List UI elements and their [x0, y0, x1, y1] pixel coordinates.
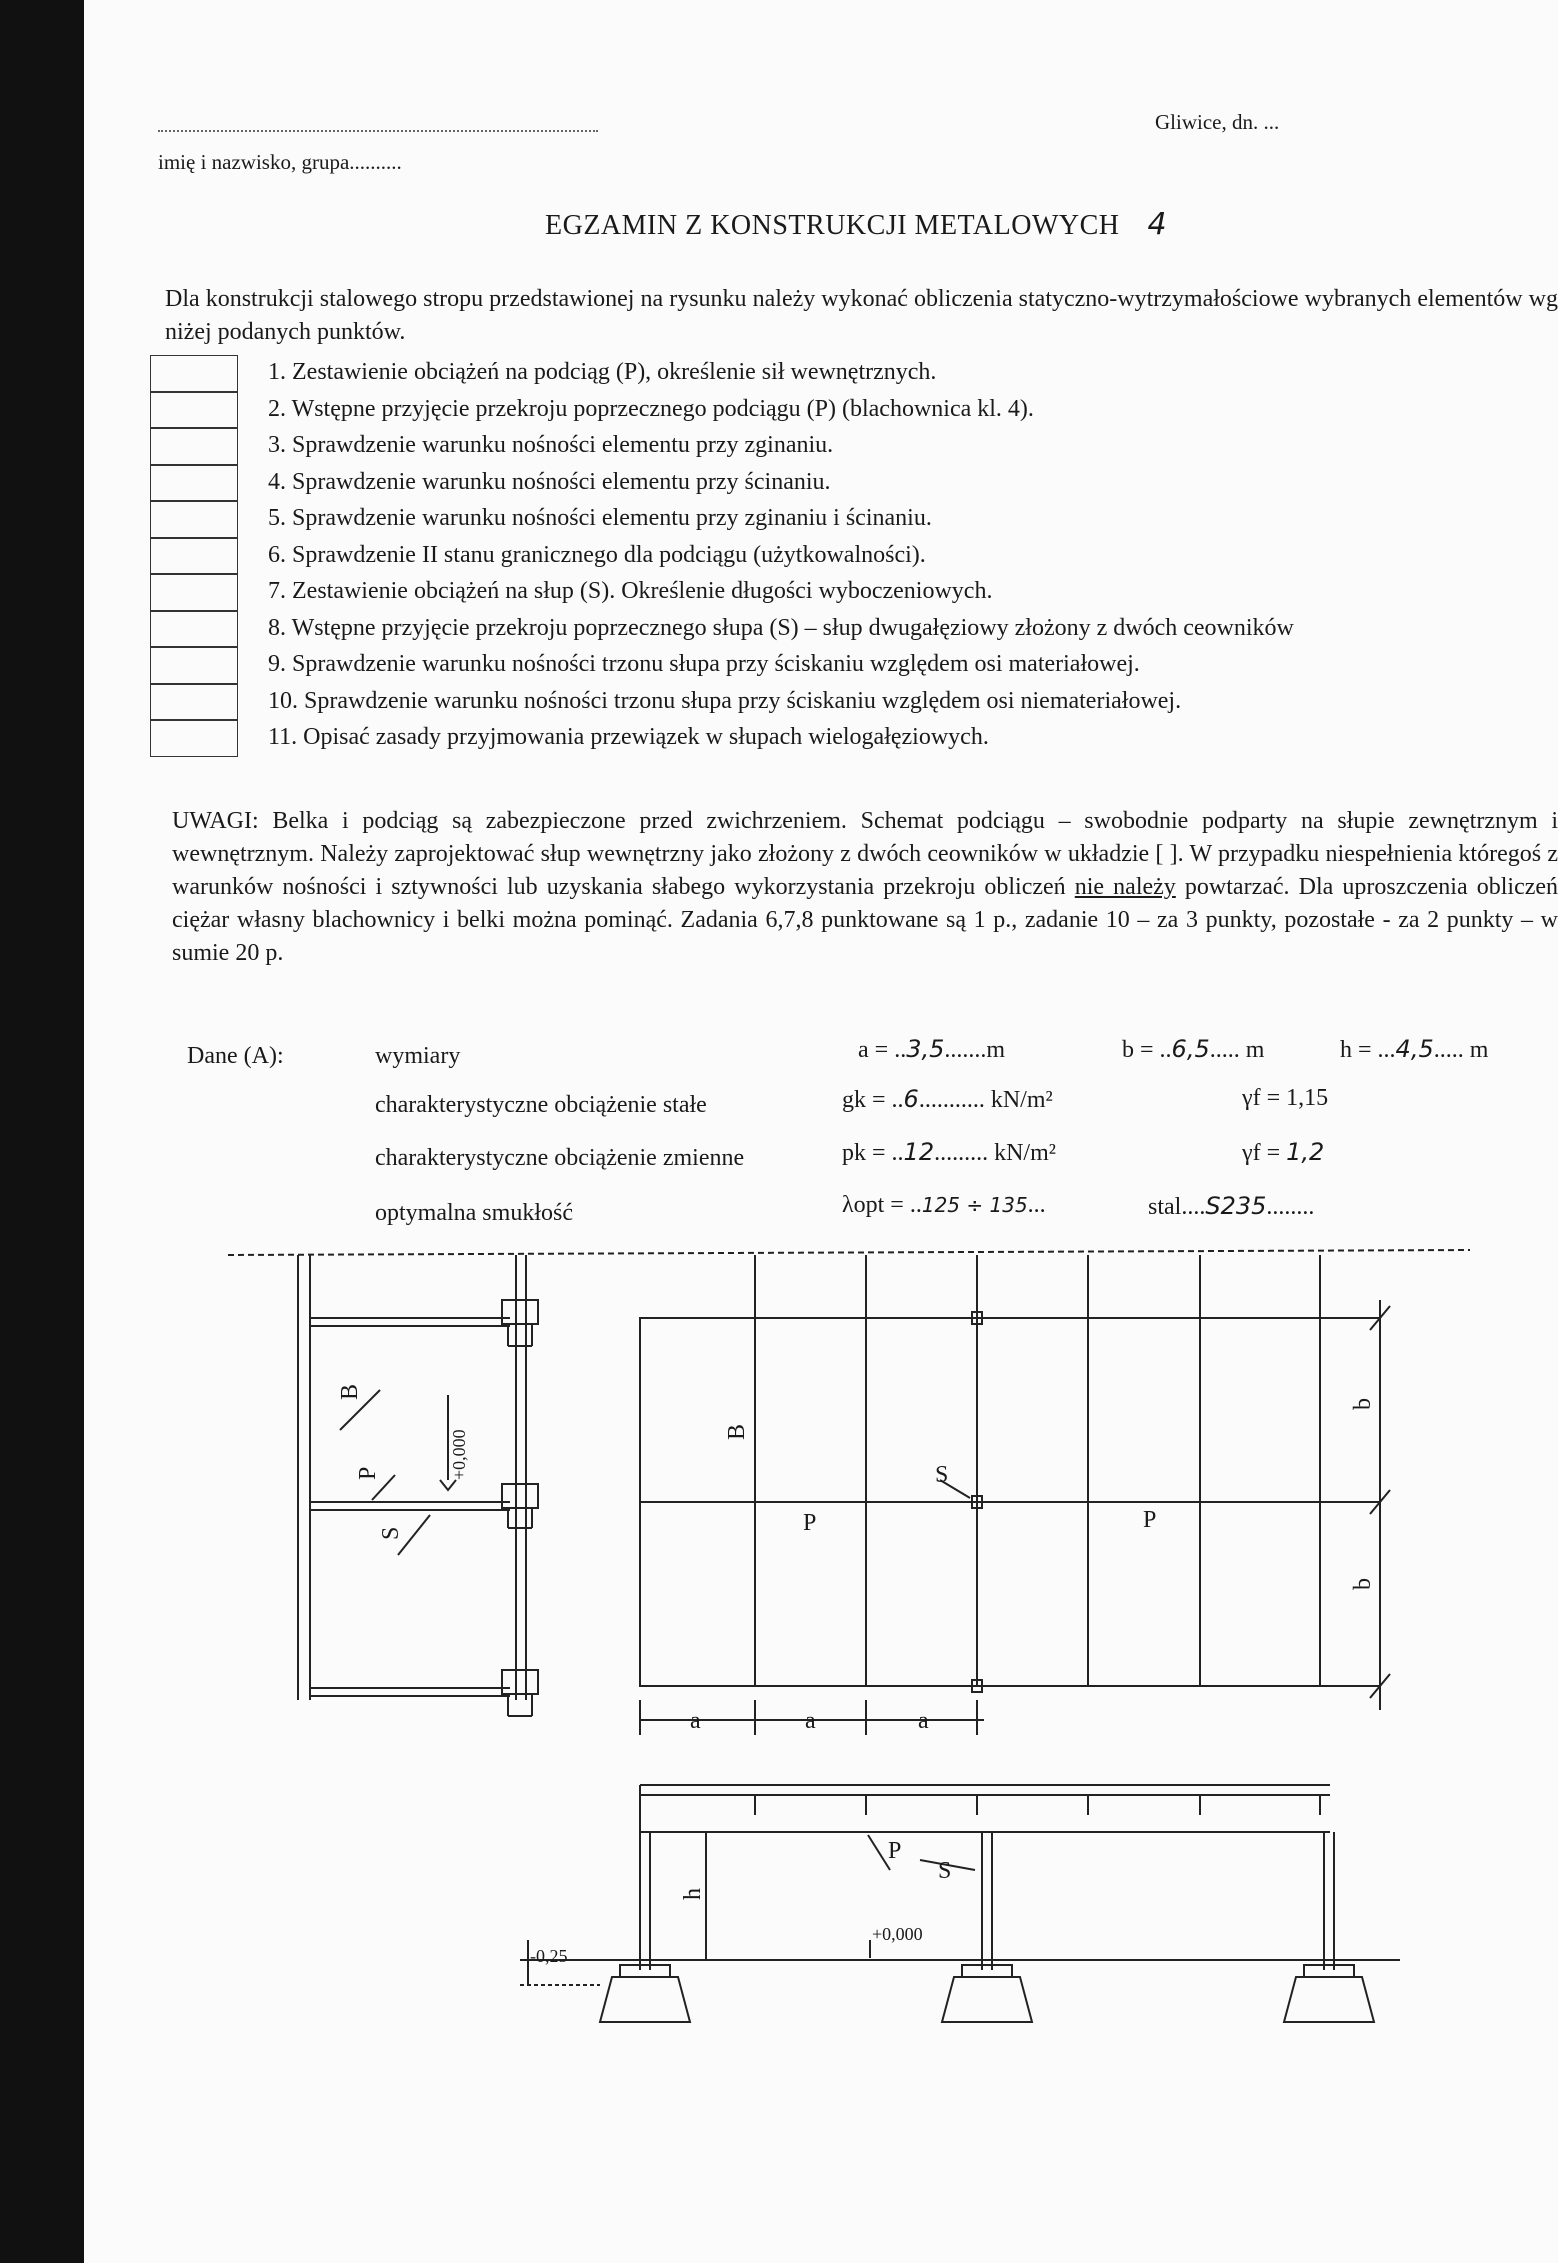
score-box [150, 355, 238, 392]
field-label: gk = .. [842, 1087, 904, 1113]
dane-row-name: charakterystyczne obciążenie stałe [375, 1092, 707, 1118]
task-text: 10. Sprawdzenie warunku nośności trzonu słupa przy ściskaniu względem osi niemateriałowej. [268, 687, 1182, 714]
field-value: 6 [903, 1085, 919, 1113]
field-value: 6,5 [1171, 1035, 1210, 1063]
dim-a-field [858, 1035, 1005, 1064]
lambda-field [842, 1192, 1046, 1219]
exam-title-text: EGZAMIN Z KONSTRUKCJI METALOWYCH [545, 210, 1120, 241]
field-unit: ... [1027, 1192, 1046, 1218]
score-box [150, 684, 238, 721]
label-dim-b-2: b [1350, 1578, 1376, 1590]
score-box [150, 501, 238, 538]
label-dim-h: h [680, 1888, 706, 1900]
task-item [150, 501, 1558, 538]
field-value: 125 ÷ 135 [921, 1193, 1028, 1217]
field-label: pk = .. [842, 1140, 904, 1166]
task-item [150, 684, 1558, 721]
score-box [150, 720, 238, 757]
dim-b-field [1122, 1035, 1264, 1064]
dane-label: Dane (A): [187, 1043, 284, 1069]
steel-field [1148, 1192, 1314, 1221]
label-beam-side: B [337, 1383, 363, 1400]
notes-underlined: nie należy [1074, 874, 1176, 900]
gk-field [842, 1085, 1053, 1114]
label-dim-a-3: a [918, 1708, 929, 1734]
task-item [150, 355, 1558, 392]
field-value: S235 [1205, 1192, 1267, 1220]
label-level-elev: +0,000 [872, 1924, 923, 1944]
score-box [150, 647, 238, 684]
task-text: 6. Sprawdzenie II stanu granicznego dla podciągu (użytkowalności). [268, 541, 926, 568]
task-item [150, 720, 1558, 757]
scan-binding-edge [0, 0, 84, 2263]
field-label: b = .. [1122, 1037, 1172, 1063]
field-value: 1,2 [1286, 1138, 1325, 1166]
task-item [150, 392, 1558, 429]
field-unit: .......m [944, 1037, 1006, 1063]
dim-h-field [1340, 1035, 1488, 1064]
label-level-foundation: -0,25 [530, 1946, 568, 1966]
label-dim-a-2: a [805, 1708, 816, 1734]
label-girder-plan-1: P [803, 1510, 817, 1536]
dane-row-name: optymalna smukłość [375, 1200, 573, 1226]
name-group-label: imię i nazwisko, grupa.......... [158, 150, 402, 174]
score-box [150, 611, 238, 648]
field-label: γf = [1242, 1140, 1281, 1166]
field-value: 3,5 [906, 1035, 945, 1063]
field-unit: ........... kN/m² [918, 1087, 1053, 1113]
intro-paragraph: Dla konstrukcji stalowego stropu przedstawionej na rysunku należy wykonać obliczenia statyczno-wytrzymałościowe wybranych elementów wg niżej podanych punktów. [165, 286, 1558, 345]
name-dotted-line [158, 128, 598, 132]
field-unit: ......... kN/m² [934, 1140, 1056, 1166]
field-label: stal.... [1148, 1194, 1206, 1220]
dane-row-name: charakterystyczne obciążenie zmienne [375, 1145, 745, 1171]
dane-row-name: wymiary [375, 1043, 461, 1069]
task-text: 4. Sprawdzenie warunku nośności elementu przy ścinaniu. [268, 468, 831, 495]
field-label: γf = [1242, 1085, 1281, 1111]
label-column-side: S [378, 1526, 404, 1540]
gamma-f-field [1242, 1138, 1324, 1167]
score-box [150, 538, 238, 575]
task-item [150, 647, 1558, 684]
field-label: h = ... [1340, 1037, 1396, 1063]
score-box [150, 428, 238, 465]
field-value: 1,15 [1286, 1085, 1329, 1111]
field-unit: ..... m [1433, 1037, 1489, 1063]
task-text: 3. Sprawdzenie warunku nośności elementu przy zginaniu. [268, 432, 834, 458]
gamma-f-field [1242, 1085, 1328, 1112]
exam-number: 4 [1147, 207, 1168, 242]
task-text: 2. Wstępne przyjęcie przekroju poprzecznego podciągu (P) (blachownica kl. 4). [268, 395, 1034, 422]
notes-text-2: powtarzać. Dla uproszczenia obliczeń ciężar własny blachownicy i belki można pominąć. Zadania 6,7,8 punktowane są 1 p., zadanie 10 – za 3 punkty, pozostałe - za 2 punkty – w sumie 20 p. [172, 874, 1558, 966]
place-date: Gliwice, dn. ... [1155, 110, 1280, 134]
label-column-elev: S [938, 1858, 952, 1884]
task-item [150, 611, 1558, 648]
notes-text-1: UWAGI: Belka i podciąg są zabezpieczone przed zwichrzeniem. Schemat podciągu – swobodnie podparty na słupie zewnętrznym i wewnętrznym. Należy zaprojektować słup wewnętrzny jako złożony z dwóch ceowników w układzie [ ]. W przypadku niespełnienia któregoś z warunków nośności i sztywności lub uzyskania słabego wykorzystania przekroju obliczeń [172, 808, 1558, 900]
field-label: a = .. [858, 1037, 907, 1063]
label-girder-plan-2: P [1143, 1507, 1157, 1533]
task-text: 11. Opisać zasady przyjmowania przewiązek w słupach wielogałęziowych. [268, 724, 989, 750]
task-item [150, 465, 1558, 502]
task-text: 7. Zestawienie obciążeń na słup (S). Określenie długości wyboczeniowych. [268, 578, 993, 604]
score-box [150, 465, 238, 502]
pk-field [842, 1138, 1056, 1167]
task-item [150, 428, 1558, 465]
label-girder-elev: P [888, 1838, 902, 1864]
task-list [150, 355, 1558, 757]
task-item [150, 538, 1558, 575]
task-item [150, 574, 1558, 611]
field-unit: ..... m [1209, 1037, 1265, 1063]
task-text: 5. Sprawdzenie warunku nośności elementu przy zginaniu i ścinaniu. [268, 505, 932, 531]
label-level-side: +0,000 [449, 1429, 469, 1480]
task-text: 9. Sprawdzenie warunku nośności trzonu słupa przy ściskaniu względem osi materiałowej. [268, 651, 1140, 677]
label-beam-plan: B [724, 1423, 750, 1440]
field-value: 4,5 [1395, 1035, 1434, 1063]
notes-paragraph [172, 805, 1558, 970]
score-box [150, 574, 238, 611]
field-label: λopt = .. [842, 1192, 922, 1218]
field-value: 12 [903, 1138, 935, 1166]
label-girder-side: P [355, 1466, 381, 1480]
task-text: 1. Zestawienie obciążeń na podciąg (P), określenie sił wewnętrznych. [268, 359, 937, 385]
field-unit: ........ [1266, 1194, 1315, 1220]
label-dim-a-1: a [690, 1708, 701, 1734]
label-dim-b-1: b [1350, 1398, 1376, 1410]
label-column-plan: S [935, 1462, 949, 1488]
score-box [150, 392, 238, 429]
task-text: 8. Wstępne przyjęcie przekroju poprzecznego słupa (S) – słup dwugałęziowy złożony z dwóch ceowników [268, 614, 1294, 641]
exam-title [545, 207, 1167, 242]
